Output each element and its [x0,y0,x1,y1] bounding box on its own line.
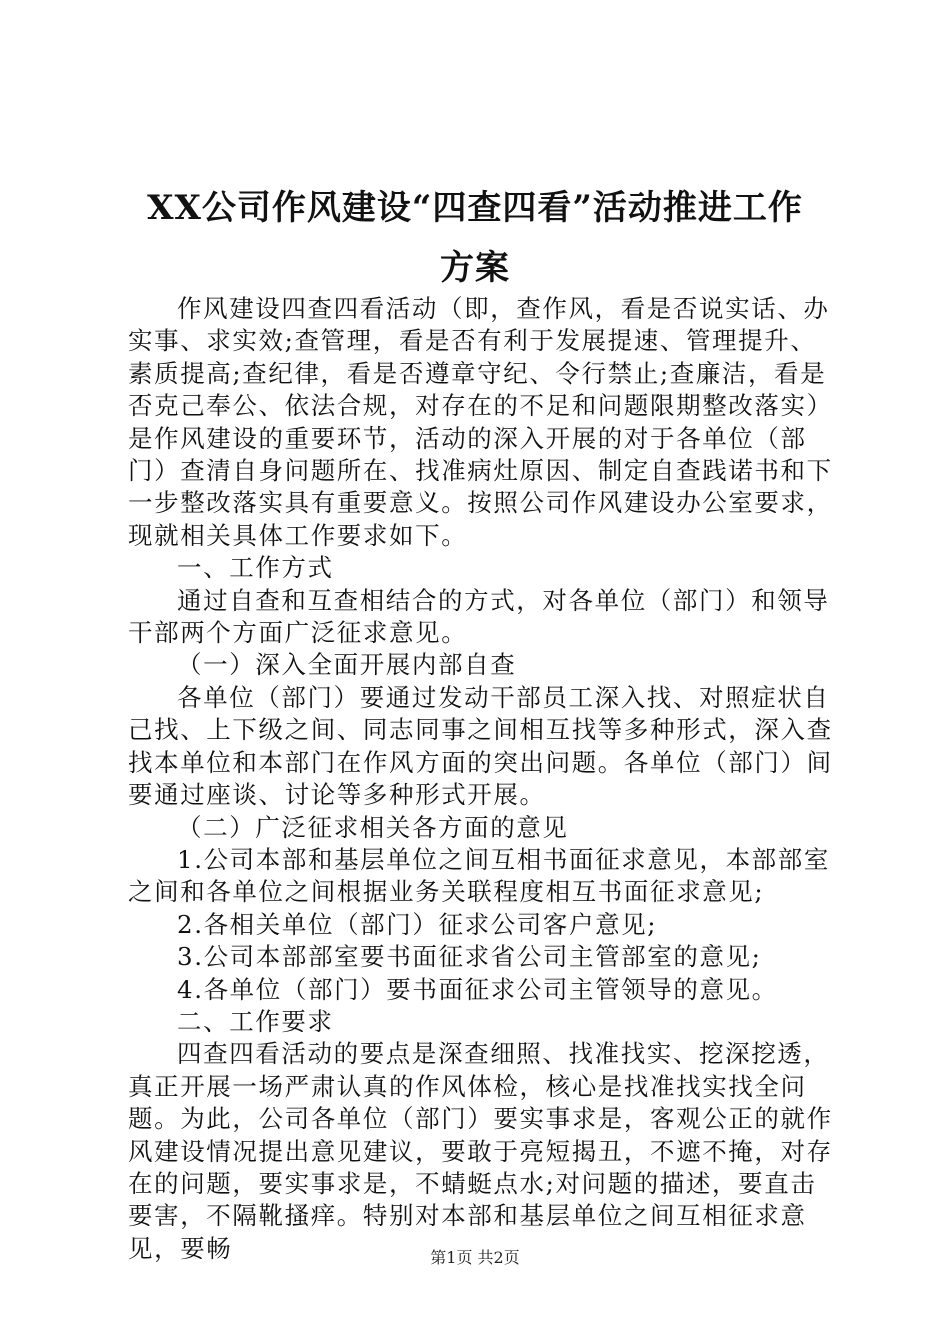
section-heading-work-method: 一、工作方式 [177,553,334,583]
page-footer: 第1页 共2页 [430,1248,520,1267]
intro-paragraph: 作风建设四查四看活动（即，查作风，看是否说实话、办实事、求实效;查管理，看是否有利于发展提速、管理提升、素质提高;查纪律，看是否遵章守纪、令行禁止;查廉洁，看是否克己奉公、依法合规，对存在的不足和问题限期整改落实）是作风建设的重要环节，活动的深入开展的对于各单位（部门）查清自身问题所在、找准病灶原因、制定自查践诺书和下一步整改落实具有重要意义。按照公司作风建设办公室要求，现就相关具体工作要求如下。 [128,294,833,550]
work-requirements-paragraph: 四查四看活动的要点是深查细照、找准找实、挖深挖透，真正开展一场严肃认真的作风体检，核心是找准找实找全问题。为此，公司各单位（部门）要实事求是，客观公正的就作风建设情况提出意见建议，要敢于亮短揭丑，不遮不掩，对存在的问题，要实事求是，不蜻蜓点水;对问题的描述，要直击要害，不隔靴搔痒。特别对本部和基层单位之间互相征求意见，要畅 [128,1039,833,1263]
subsection-heading-solicit-opinions: （二）广泛征求相关各方面的意见 [177,812,569,842]
document-title-line-1: XX公司作风建设“四查四看”活动推进工作 [147,188,803,228]
work-method-paragraph: 通过自查和互查相结合的方式，对各单位（部门）和领导干部两个方面广泛征求意见。 [128,585,830,648]
document-body [128,293,840,1265]
list-item-3: 3.公司本部部室要书面征求省公司主管部室的意见; [177,942,762,972]
document-title-line-2: 方案 [440,248,510,288]
list-item-2: 2.各相关单位（部门）征求公司客户意见; [177,909,658,939]
self-check-paragraph: 各单位（部门）要通过发动干部员工深入找、对照症状自己找、上下级之间、同志同事之间相互找等多种形式，深入查找本单位和本部门在作风方面的突出问题。各单位（部门）间要通过座谈、讨论等多种形式开展。 [128,682,833,810]
section-heading-work-requirements: 二、工作要求 [177,1006,334,1036]
subsection-heading-self-check: （一）深入全面开展内部自查 [177,650,517,680]
list-item-4: 4.各单位（部门）要书面征求公司主管领导的意见。 [177,974,778,1004]
list-item-1: 1.公司本部和基层单位之间互相书面征求意见，本部部室之间和各单位之间根据业务关联程度相互书面征求意见; [128,844,830,907]
